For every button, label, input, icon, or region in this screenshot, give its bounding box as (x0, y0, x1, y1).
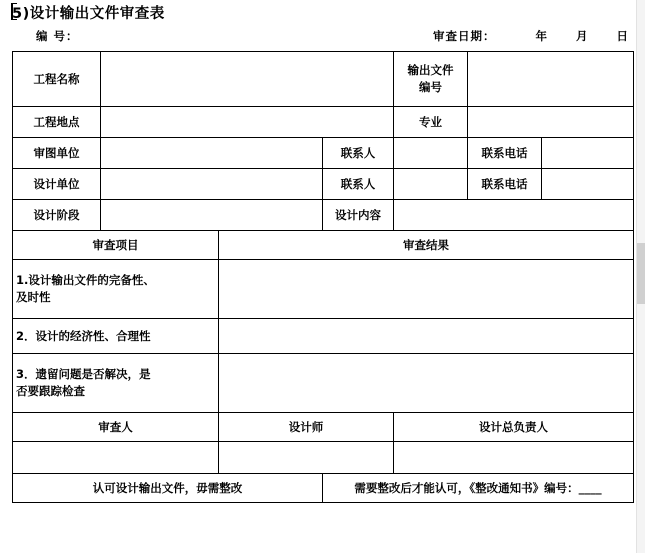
value-chief-designer[interactable] (394, 442, 634, 474)
code-label: 编 号： (36, 29, 79, 43)
label-design-contact-phone: 联系电话 (468, 169, 542, 200)
conclusion-rectify-option[interactable]: 需要整改后才能认可，《整改通知书》编号：____ (323, 474, 634, 503)
table-row-design-unit (13, 169, 634, 200)
table-row-conclusion (13, 474, 634, 503)
table-row-signature-values (13, 442, 634, 474)
review-item-3-line2: 否要跟踪检查 (16, 384, 85, 398)
label-output-file-no-line1: 输出文件 (407, 63, 454, 78)
day-label: 日 (616, 29, 629, 43)
vertical-scrollbar[interactable] (636, 0, 645, 553)
value-project-name[interactable] (101, 52, 394, 107)
table-row-signature-header (13, 413, 634, 442)
label-project-name: 工程名称 (13, 52, 101, 107)
value-design-contact-phone[interactable] (542, 169, 634, 200)
scrollbar-thumb[interactable] (637, 243, 645, 304)
review-item-1-label (13, 260, 219, 319)
label-review-contact-person: 联系人 (323, 138, 394, 169)
review-item-2-result[interactable] (219, 319, 634, 354)
col-header-designer: 设计师 (219, 413, 394, 442)
review-form-table (12, 51, 634, 503)
col-header-chief-designer: 设计总负责人 (394, 413, 634, 442)
label-design-stage: 设计阶段 (13, 200, 101, 231)
table-row-review-header (13, 231, 634, 260)
table-row-project-site (13, 107, 634, 138)
label-design-unit: 设计单位 (13, 169, 101, 200)
review-item-3-result[interactable] (219, 354, 634, 413)
label-output-file-no-line2: 编号 (419, 80, 443, 94)
review-item-1-line2: 及时性 (16, 290, 51, 304)
value-project-site[interactable] (101, 107, 394, 138)
label-specialty: 专业 (394, 107, 468, 138)
review-item-3-label (13, 354, 219, 413)
review-item-3-line1: 3．遗留问题是否解决，是 (16, 367, 151, 382)
value-review-contact-person[interactable] (394, 138, 468, 169)
label-design-content: 设计内容 (323, 200, 394, 231)
value-design-content[interactable] (394, 200, 634, 231)
col-header-review-item: 审查项目 (13, 231, 219, 260)
table-row-design-stage (13, 200, 634, 231)
table-row-review-item (13, 319, 634, 354)
col-header-review-result: 审查结果 (219, 231, 634, 260)
table-row-review-item (13, 260, 634, 319)
label-review-contact-phone: 联系电话 (468, 138, 542, 169)
value-review-contact-phone[interactable] (542, 138, 634, 169)
label-review-unit: 审图单位 (13, 138, 101, 169)
review-date-label: 审查日期： (433, 29, 496, 43)
page-title: 5)设计输出文件审查表 (12, 6, 165, 22)
conclusion-approve-option[interactable]: 认可设计输出文件，毋需整改 (13, 474, 323, 503)
value-specialty[interactable] (468, 107, 634, 138)
value-design-stage[interactable] (101, 200, 323, 231)
review-item-1-line1: 1.设计输出文件的完备性、 (16, 273, 155, 288)
value-review-unit[interactable] (101, 138, 323, 169)
review-date-group (433, 28, 629, 44)
value-design-unit[interactable] (101, 169, 323, 200)
value-reviewer[interactable] (13, 442, 219, 474)
value-designer[interactable] (219, 442, 394, 474)
year-label: 年 (535, 29, 548, 43)
col-header-reviewer: 审查人 (13, 413, 219, 442)
table-row-review-item (13, 354, 634, 413)
month-label: 月 (576, 29, 589, 43)
value-output-file-no[interactable] (468, 52, 634, 107)
label-design-contact-person: 联系人 (323, 169, 394, 200)
label-output-file-no (394, 52, 468, 107)
meta-row (12, 28, 633, 46)
review-item-2-label: 2．设计的经济性、合理性 (13, 319, 219, 354)
table-row-project-name (13, 52, 634, 107)
value-design-contact-person[interactable] (394, 169, 468, 200)
label-project-site: 工程地点 (13, 107, 101, 138)
review-item-1-result[interactable] (219, 260, 634, 319)
table-row-review-unit (13, 138, 634, 169)
